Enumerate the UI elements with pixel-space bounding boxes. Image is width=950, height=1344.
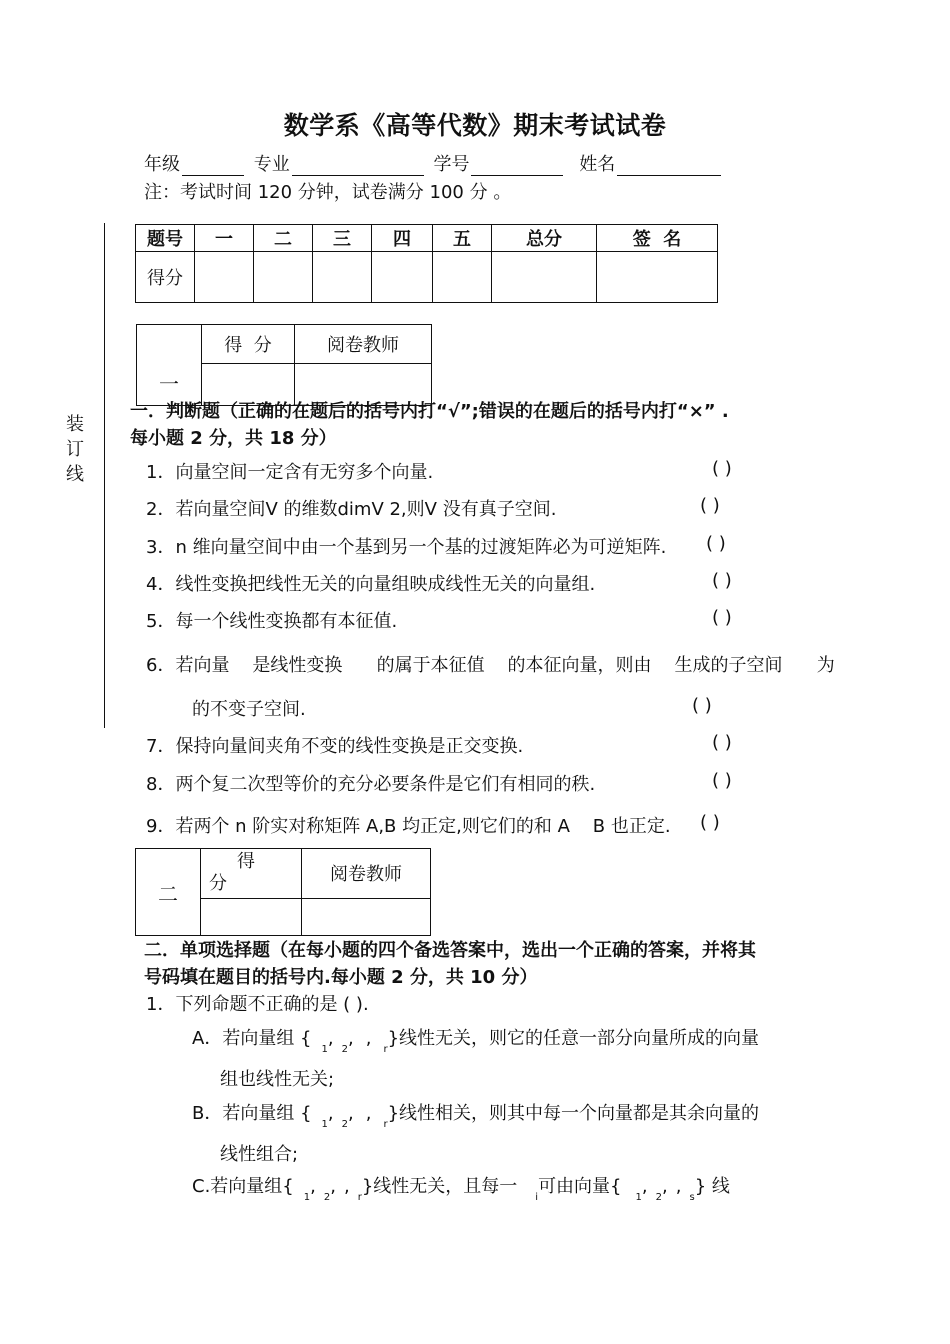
tf-question-1: 1．向量空间一定含有无穷多个向量. xyxy=(146,462,434,483)
score-cell[interactable] xyxy=(254,252,313,303)
comma: , xyxy=(327,1028,334,1049)
subscript: r xyxy=(383,1119,388,1130)
name-label: 姓名 xyxy=(579,154,616,175)
section-number: 一 xyxy=(137,325,202,406)
score-table xyxy=(135,224,718,303)
grader-teacher-label: 阅卷教师 xyxy=(295,325,432,364)
comma: , xyxy=(310,1176,316,1197)
grader-teacher-cell[interactable] xyxy=(302,898,431,935)
score-table-header-row xyxy=(136,225,718,252)
answer-paren[interactable]: ( ) xyxy=(700,495,720,516)
subscript: 2 xyxy=(341,1119,349,1130)
option-a-text: A．若向量组 { xyxy=(192,1028,312,1049)
score-cell[interactable] xyxy=(313,252,372,303)
score-cell[interactable] xyxy=(492,252,597,303)
grader-score-label: 得 分 xyxy=(202,325,295,364)
answer-paren[interactable]: ( ) xyxy=(712,770,732,791)
option-a-cont: 组也线性无关; xyxy=(220,1069,335,1090)
option-b-text: B．若向量组 { xyxy=(192,1103,312,1124)
comma: , xyxy=(330,1176,336,1197)
comma: , xyxy=(365,1028,372,1049)
signature-cell[interactable] xyxy=(597,252,718,303)
mc-question-1: 1．下列命题不正确的是 ( ). xyxy=(146,994,369,1015)
section1-heading-line: 每小题 2 分，共 18 分） xyxy=(130,428,337,449)
section2-heading xyxy=(144,937,814,991)
option-b-text: }线性相关，则其中每一个向量都是其余向量的 xyxy=(387,1103,760,1124)
subscript: 1 xyxy=(321,1119,328,1130)
section1-heading-line: 一．判断题（正确的在题后的括号内打“√”;错误的在题后的括号内打“×” . xyxy=(130,401,729,422)
comma: , xyxy=(347,1028,354,1049)
subscript: 1 xyxy=(635,1192,642,1203)
subscript: s xyxy=(689,1192,695,1203)
score-header-cell: 签 名 xyxy=(597,225,718,252)
comma: , xyxy=(343,1176,350,1197)
exam-title: 数学系《高等代数》期末考试试卷 xyxy=(283,111,667,140)
answer-paren[interactable]: ( ) xyxy=(712,732,732,753)
score-header-cell: 五 xyxy=(433,225,492,252)
binding-line xyxy=(104,223,105,728)
grader-score-label-part: 得 xyxy=(237,851,255,873)
grader-score-cell[interactable] xyxy=(201,898,302,935)
subscript: r xyxy=(383,1044,388,1055)
binding-char: 订 xyxy=(66,439,84,460)
subscript: 2 xyxy=(323,1192,331,1203)
answer-paren[interactable]: ( ) xyxy=(712,458,732,479)
binding-char: 线 xyxy=(66,464,84,485)
comma: , xyxy=(662,1176,668,1197)
grader-table-section1 xyxy=(136,324,432,406)
grader-score-label-part: 分 xyxy=(209,873,227,895)
section1-heading xyxy=(130,398,820,452)
answer-paren[interactable]: ( ) xyxy=(700,812,720,833)
tf-question-8: 8．两个复二次型等价的充分必要条件是它们有相同的秩. xyxy=(146,774,596,795)
name-field[interactable] xyxy=(617,157,721,176)
tf-question-5: 5．每一个线性变换都有本征值. xyxy=(146,611,398,632)
binding-label xyxy=(64,412,86,487)
grader-table-section2 xyxy=(135,848,431,936)
comma: , xyxy=(365,1103,372,1124)
answer-paren[interactable]: ( ) xyxy=(706,533,726,554)
score-cell[interactable] xyxy=(372,252,433,303)
subscript: r xyxy=(357,1192,362,1203)
comma: , xyxy=(327,1103,334,1124)
exam-note: 注：考试时间 120 分钟，试卷满分 100 分 。 xyxy=(144,182,512,203)
tf-question-9: 9．若两个 n 阶实对称矩阵 A,B 均正定,则它们的和 A B 也正定. xyxy=(146,816,671,837)
comma: , xyxy=(348,1103,354,1124)
tf-question-4: 4．线性变换把线性无关的向量组映成线性无关的向量组. xyxy=(146,574,596,595)
answer-paren[interactable]: ( ) xyxy=(712,570,732,591)
subscript: 2 xyxy=(341,1044,348,1055)
tf-question-7: 7．保持向量间夹角不变的线性变换是正交变换. xyxy=(146,736,524,757)
score-row-label: 得分 xyxy=(136,252,195,303)
score-table-score-row xyxy=(136,252,718,303)
subscript: 2 xyxy=(655,1192,662,1203)
score-header-cell: 三 xyxy=(313,225,372,252)
score-cell[interactable] xyxy=(195,252,254,303)
subscript: i xyxy=(535,1192,539,1203)
score-cell[interactable] xyxy=(433,252,492,303)
tf-question-6-cont: 的不变子空间. xyxy=(192,699,306,720)
option-b[interactable] xyxy=(192,1099,760,1130)
subscript: 1 xyxy=(303,1192,311,1203)
score-header-cell: 二 xyxy=(254,225,313,252)
option-b-cont: 线性组合; xyxy=(220,1144,299,1165)
section2-heading-line: 二．单项选择题（在每小题的四个备选答案中，选出一个正确的答案，并将其 xyxy=(144,940,756,961)
tf-question-3: 3．n 维向量空间中由一个基到另一个基的过渡矩阵必为可逆矩阵. xyxy=(146,537,667,558)
answer-paren[interactable]: ( ) xyxy=(692,695,712,716)
score-header-cell: 题号 xyxy=(136,225,195,252)
score-header-cell: 四 xyxy=(372,225,433,252)
student-id-field[interactable] xyxy=(471,157,563,176)
option-c-text: } 线 xyxy=(694,1176,730,1197)
student-id-label: 学号 xyxy=(433,154,470,175)
tf-question-2: 2．若向量空间V 的维数dimV 2,则V 没有真子空间. xyxy=(146,499,557,520)
grader-teacher-label: 阅卷教师 xyxy=(302,849,431,899)
grade-label: 年级 xyxy=(144,154,180,175)
section-number: 二 xyxy=(136,849,201,936)
section2-heading-line: 号码填在题目的括号内.每小题 2 分，共 10 分） xyxy=(144,967,538,988)
binding-char: 装 xyxy=(66,414,84,435)
major-field[interactable] xyxy=(292,157,424,176)
comma: , xyxy=(675,1176,682,1197)
answer-paren[interactable]: ( ) xyxy=(712,607,732,628)
score-header-cell: 总分 xyxy=(492,225,597,252)
grader-score-label xyxy=(201,849,302,899)
option-c[interactable] xyxy=(192,1172,730,1203)
comma: , xyxy=(641,1176,648,1197)
option-a[interactable] xyxy=(192,1024,760,1055)
option-c-text: C.若向量组{ xyxy=(192,1176,294,1197)
option-a-text: }线性无关，则它的任意一部分向量所成的向量 xyxy=(387,1028,760,1049)
option-c-text: 可由向量{ xyxy=(538,1176,622,1197)
subscript: 1 xyxy=(321,1044,328,1055)
student-info-line xyxy=(144,150,725,176)
option-c-text: }线性无关，且每一 xyxy=(361,1176,518,1197)
score-header-cell: 一 xyxy=(195,225,254,252)
major-label: 专业 xyxy=(253,154,290,175)
tf-question-6: 6．若向量 是线性变换 的属于本征值 的本征向量，则由 生成的子空间 为 xyxy=(146,655,835,676)
grade-field[interactable] xyxy=(182,157,244,176)
